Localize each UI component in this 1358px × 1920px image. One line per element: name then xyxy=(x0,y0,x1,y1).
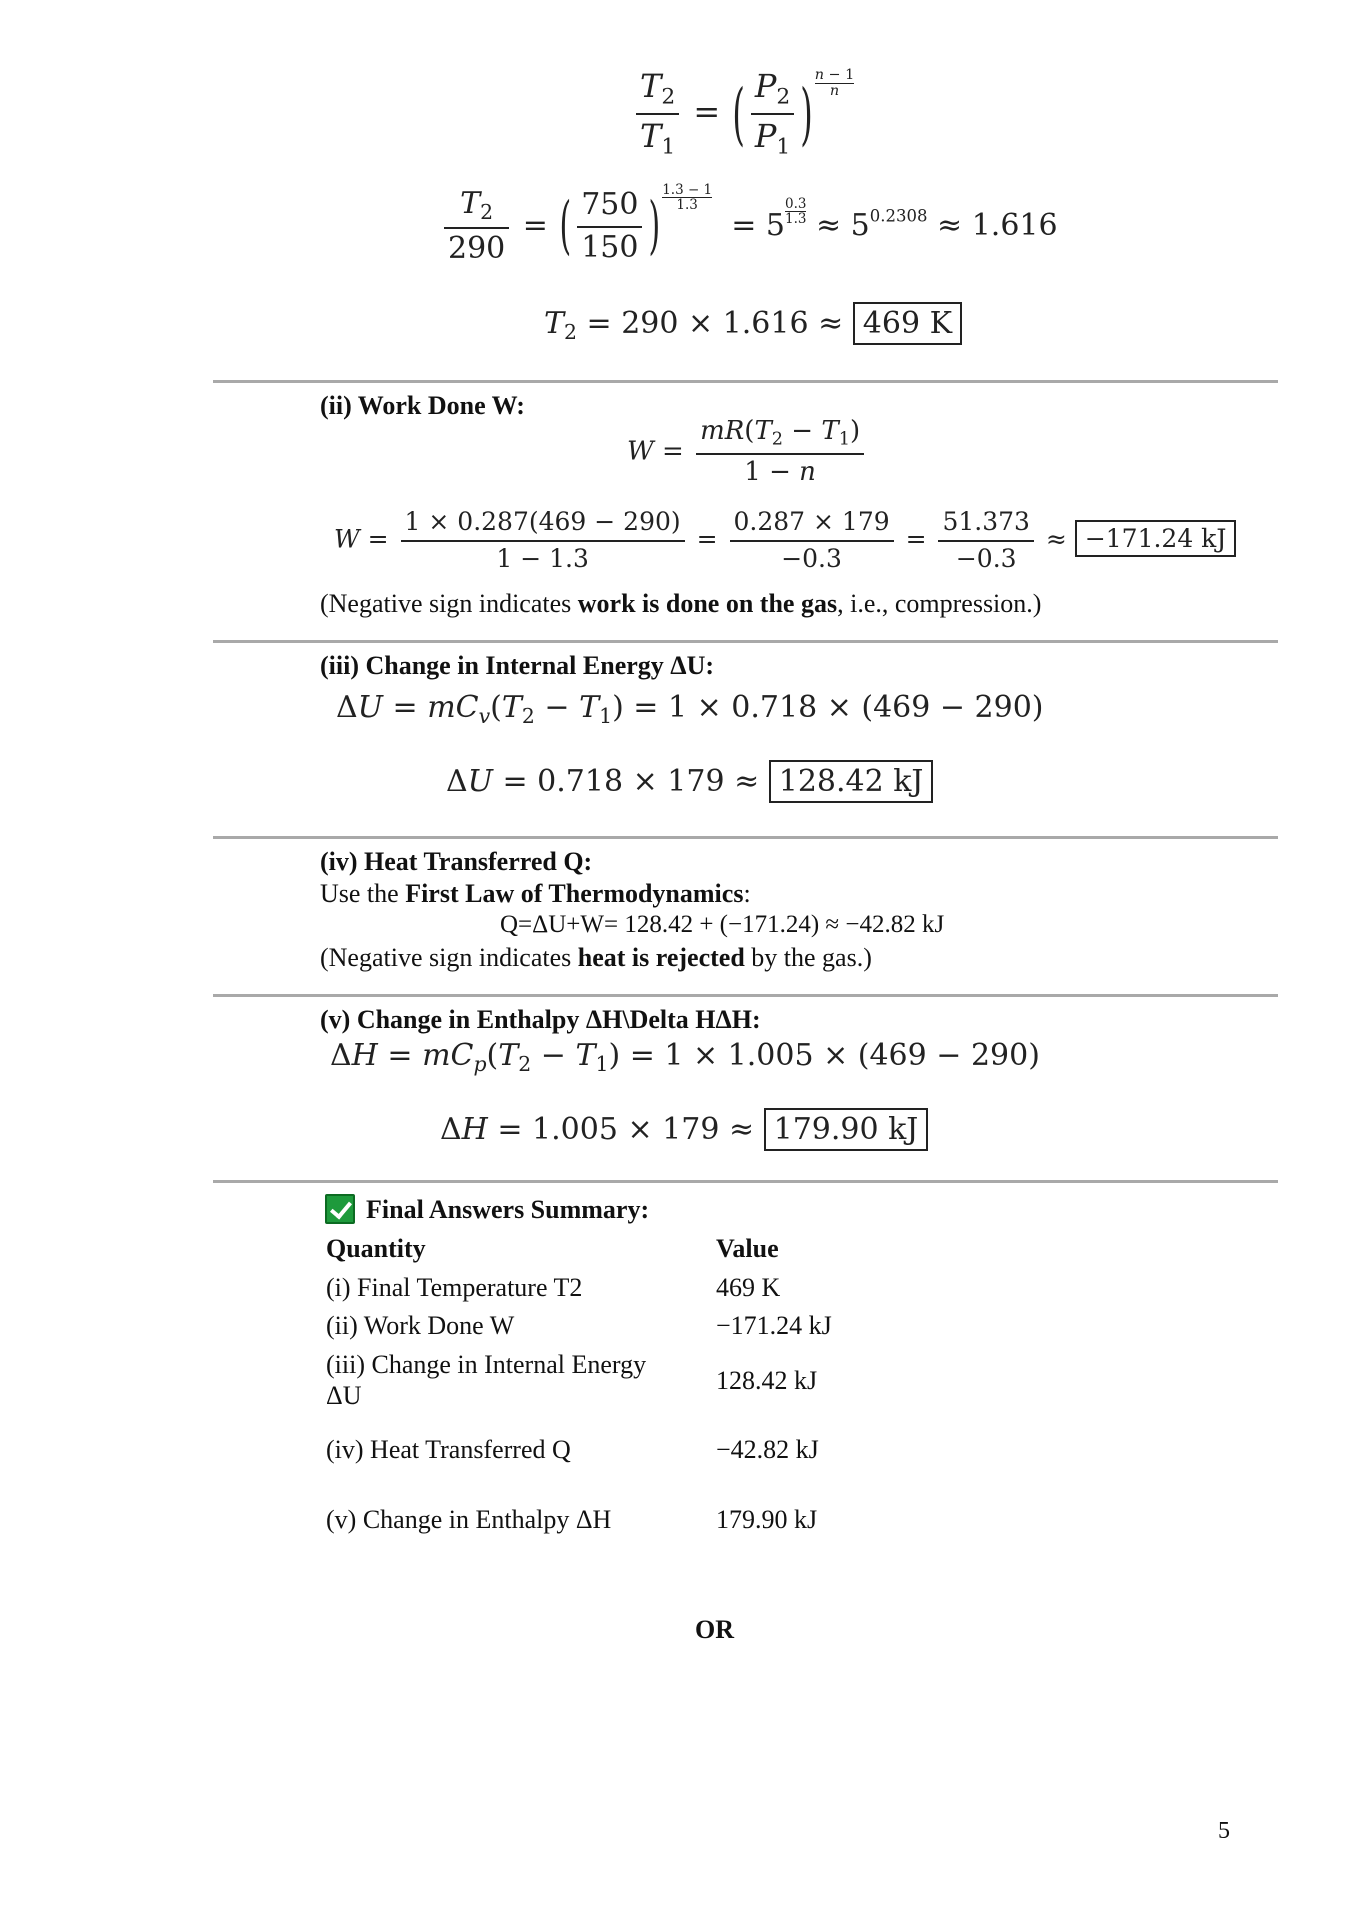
heat-note-emphasis: heat is rejected xyxy=(577,943,745,972)
summary-row-quantity: (ii) Work Done W xyxy=(326,1311,515,1340)
or-label: OR xyxy=(695,1615,734,1644)
equation-work-substitution: W = $\frac{1 \times 0.287(469 - 290)}{1 - 1.3}$ = $\frac{0.287 \times 179}{-0.3}$ = $\frac{51.373}{-0.3}$ ≈ −171.24 kJ xyxy=(334,508,1236,574)
equation-work-formula: W = $\frac{mR(T_2 - T_1)}{1 - n}$ xyxy=(627,417,868,488)
heat-note xyxy=(320,943,872,973)
answer-box-enthalpy: 179.90 kJ xyxy=(764,1108,929,1151)
summary-row-value: 128.42 kJ xyxy=(716,1366,818,1395)
section-divider xyxy=(213,640,1278,643)
equation-internal-energy-formula: $\Delta U = mC_v(T_2 - T_1) = 1 \times 0.718 \times (469 - 290)$ xyxy=(336,690,1044,729)
section-heading-work: (ii) Work Done W: xyxy=(320,391,525,420)
page-number: 5 xyxy=(1218,1818,1230,1844)
answer-box-internal-energy: 128.42 kJ xyxy=(769,760,934,803)
heat-note-text: (Negative sign indicates xyxy=(320,943,578,972)
equation-temperature-ratio: $\frac{T_2}{T_1}$ = ( $\frac{P_2}{P_1}$ ) $\frac{n - 1}{n}$ xyxy=(632,68,854,160)
summary-row-value: 469 K xyxy=(716,1273,781,1302)
summary-col-value: Value xyxy=(716,1234,779,1263)
equation-internal-energy-result: ΔU = 0.718 × 179 ≈ 128.42 kJ xyxy=(446,760,933,803)
summary-row-value: 179.90 kJ xyxy=(716,1505,818,1534)
summary-row-quantity: (v) Change in Enthalpy ΔH xyxy=(326,1505,612,1534)
equation-enthalpy-result: ΔH = 1.005 × 179 ≈ 179.90 kJ xyxy=(440,1108,928,1151)
work-note-text-end: , i.e., compression.) xyxy=(837,589,1042,618)
summary-row-quantity: (iv) Heat Transferred Q xyxy=(326,1435,571,1464)
summary-row-value: −42.82 kJ xyxy=(716,1435,819,1464)
section-heading-heat: (iv) Heat Transferred Q: xyxy=(320,847,593,876)
work-note-emphasis: work is done on the gas xyxy=(577,589,838,618)
answer-box-work: −171.24 kJ xyxy=(1075,520,1237,557)
section-divider xyxy=(213,1180,1278,1183)
heat-equation: Q=ΔU+W= 128.42 + (−171.24) ≈ −42.82 kJ xyxy=(500,911,945,938)
equation-enthalpy-formula: $\Delta H = mC_p(T_2 - T_1) = 1 \times 1.005 \times (469 - 290)$ xyxy=(330,1038,1040,1077)
section-heading-enthalpy: (v) Change in Enthalpy ΔH\Delta HΔH: xyxy=(320,1005,761,1034)
work-note-text: (Negative sign indicates xyxy=(320,589,578,618)
summary-row-quantity: (iii) Change in Internal Energy xyxy=(326,1350,647,1379)
summary-row-quantity-line2: ΔU xyxy=(326,1381,362,1410)
summary-row-value: −171.24 kJ xyxy=(716,1311,832,1340)
summary-row-quantity: (i) Final Temperature T2 xyxy=(326,1273,583,1302)
heat-line-text-end: : xyxy=(743,879,751,908)
heat-first-law-line xyxy=(320,879,751,909)
section-divider xyxy=(213,994,1278,997)
work-note xyxy=(320,589,1041,619)
section-divider xyxy=(213,836,1278,839)
summary-title: Final Answers Summary: xyxy=(366,1195,650,1224)
heat-note-text-end: by the gas.) xyxy=(744,943,872,972)
checkmark-icon xyxy=(325,1194,355,1224)
equation-temperature-substitution: $\frac{T_2}{290}$ = ( $\frac{750}{150}$ ) $\frac{1.3 - 1}{1.3}$ = 5 $\frac{0.3}{1.3}$ ≈ $5^{0.2308} \approx 1.616$ xyxy=(440,183,1058,267)
answer-box-temperature: 469 K xyxy=(853,302,962,345)
summary-col-quantity: Quantity xyxy=(326,1234,426,1263)
section-divider xyxy=(213,380,1278,383)
section-heading-internal-energy: (iii) Change in Internal Energy ΔU: xyxy=(320,651,715,680)
heat-line-emphasis: First Law of Thermodynamics xyxy=(405,879,744,908)
heat-line-text: Use the xyxy=(320,879,406,908)
equation-final-temperature: $T_2 = 290 \times 1.616 \approx 469$ K xyxy=(544,302,962,345)
